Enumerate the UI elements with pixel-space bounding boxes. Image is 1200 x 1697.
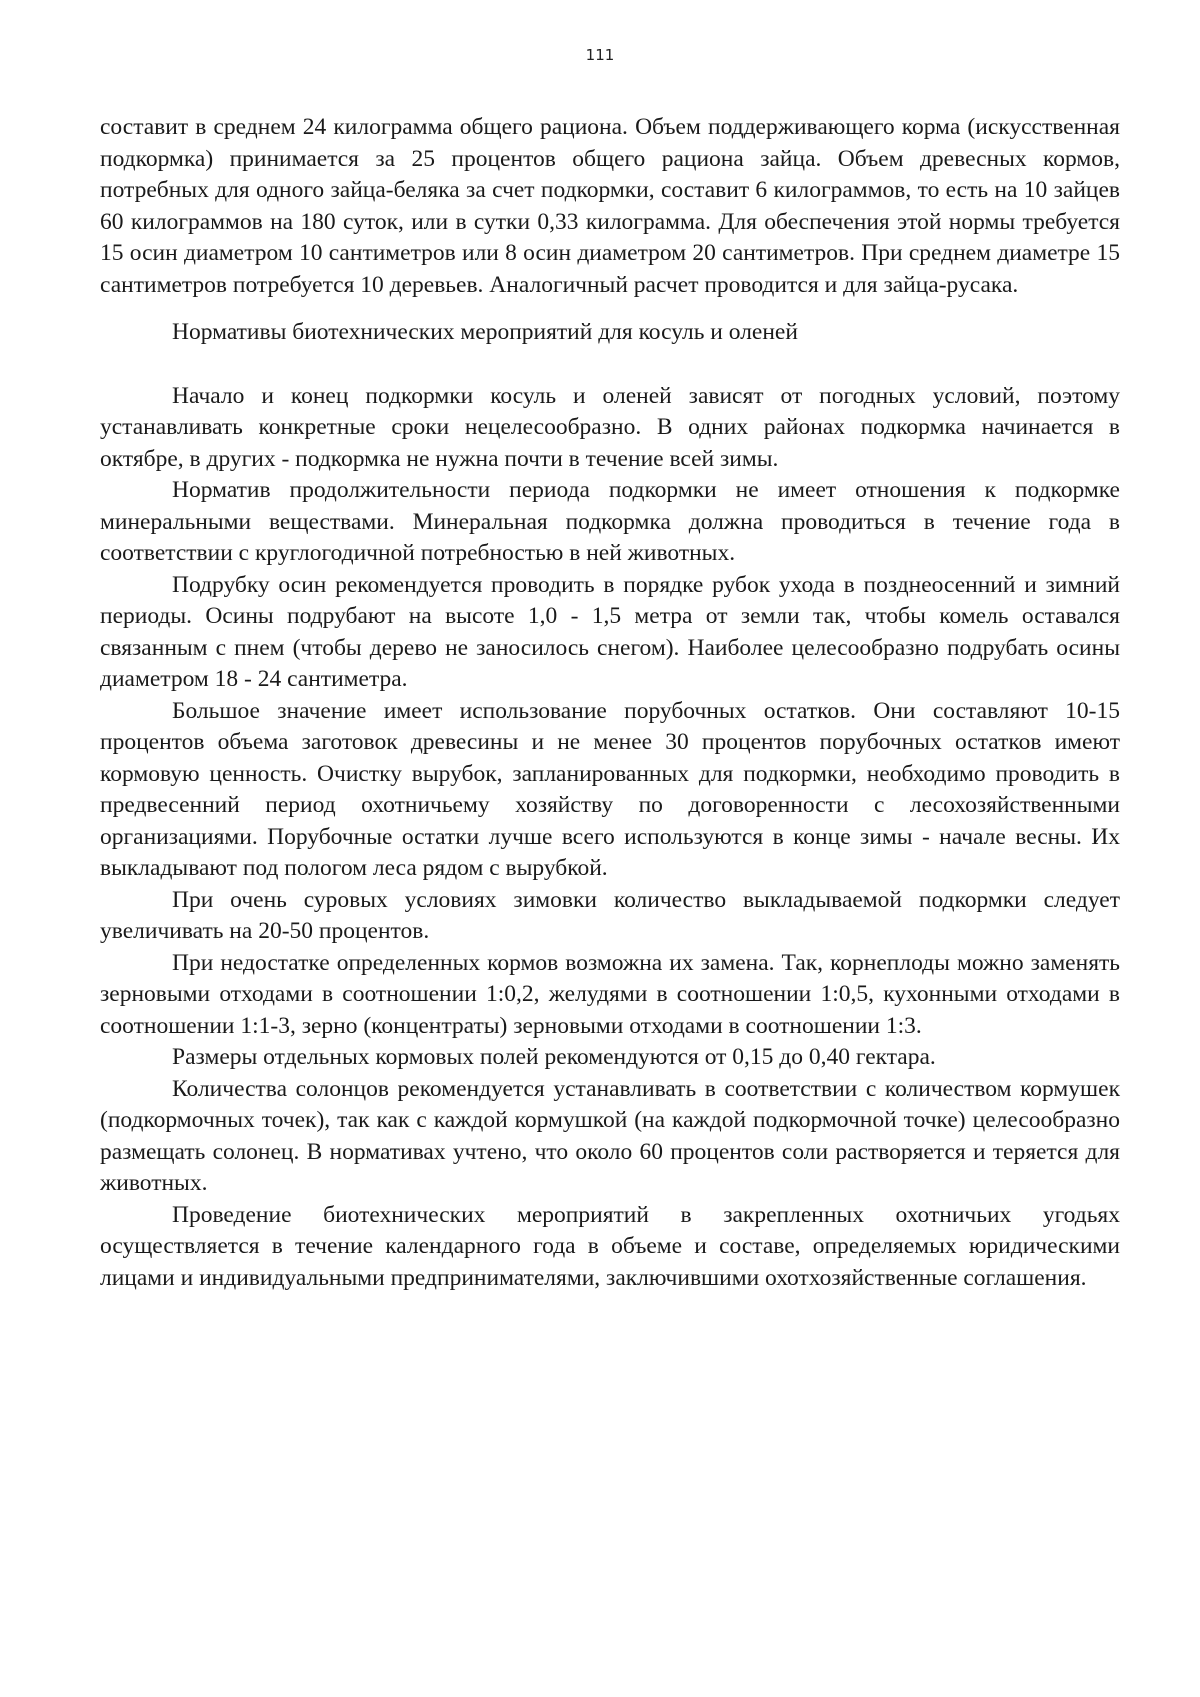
body-text xyxy=(100,112,1120,1294)
paragraph-feeding-start: Начало и конец подкормки косуль и оленей зависят от погодных условий, поэтому устанавливать конкретные сроки нецелесообразно. В одних районах подкормка начинается в октябре, в других - подкормка не нужна почти в течение всей зимы. xyxy=(100,382,1120,472)
paragraph-feed-substitution: При недостатке определенных кормов возможна их замена. Так, корнеплоды можно заменять зерновыми отходами в соотношении 1:0,2, желудями в соотношении 1:0,5, кухонными отходами в соотношении 1:1-3, зерно (концентраты) зерновыми отходами в соотношении 1:3. xyxy=(100,949,1120,1039)
paragraph-feeding-fields: Размеры отдельных кормовых полей рекомендуются от 0,15 до 0,40 гектара. xyxy=(172,1044,936,1070)
paragraph-logging-residues: Большое значение имеет использование порубочных остатков. Они составляют 10-15 процентов объема заготовок древесины и не менее 30 процентов порубочных остатков имеют кормовую ценность. Очистку вырубок, запланированных для подкормки, необходимо проводить в предвесенний период охотничьему хозяйству по договоренности с лесохозяйственными организациями. Порубочные остатки лучше всего используются в конце зимы - начале весны. Их выкладывают под пологом леса рядом с вырубкой. xyxy=(100,697,1120,881)
paragraph-salt-licks: Количества солонцов рекомендуется устанавливать в соответствии с количеством кормушек (подкормочных точек), так как с каждой кормушкой (на каждой подкормочной точке) целесообразно размещать солонец. В нормативах учтено, что около 60 процентов соли растворяется и теряется для животных. xyxy=(100,1075,1120,1196)
paragraph-aspen-cutting: Подрубку осин рекомендуется проводить в порядке рубок ухода в позднеосенний и зимний периоды. Осины подрубают на высоте 1,0 - 1,5 метра от земли так, чтобы комель оставался связанным с пнем (чтобы дерево не заносилось снегом). Наиболее целесообразно подрубать осины диаметром 18 - 24 сантиметра. xyxy=(100,571,1120,692)
paragraph-mineral-feeding: Норматив продолжительности периода подкормки не имеет отношения к подкормке минеральными веществами. Минеральная подкормка должна проводиться в течение года в соответствии с круглогодичной потребностью в ней животных. xyxy=(100,477,1120,566)
section-heading: Нормативы биотехнических мероприятий для косуль и оленей xyxy=(172,319,798,345)
paragraph-biotechnical-measures: Проведение биотехнических мероприятий в закрепленных охотничьих угодьях осуществляется в течение календарного года в объеме и составе, определяемых юридическими лицами и индивидуальными предпринимателями, заключившими охотхозяйственные соглашения. xyxy=(100,1201,1120,1291)
page-number: 111 xyxy=(585,46,615,64)
paragraph-continuation: составит в среднем 24 килограмма общего рациона. Объем поддерживающего корма (искусственная подкормка) принимается за 25 процентов общего рациона зайца. Объем древесных кормов, потребных для одного зайца-беляка за счет подкормки, составит 6 килограммов, то есть на 10 зайцев 60 килограммов на 180 суток, или в сутки 0,33 килограмма. Для обеспечения этой нормы требуется 15 осин диаметром 10 сантиметров или 8 осин диаметром 20 сантиметров. При среднем диаметре 15 сантиметров потребуется 10 деревьев. Аналогичный расчет проводится и для зайца-русака. xyxy=(100,114,1120,298)
paragraph-harsh-winter: При очень суровых условиях зимовки количество выкладываемой подкормки следует увеличивать на 20-50 процентов. xyxy=(100,886,1120,944)
